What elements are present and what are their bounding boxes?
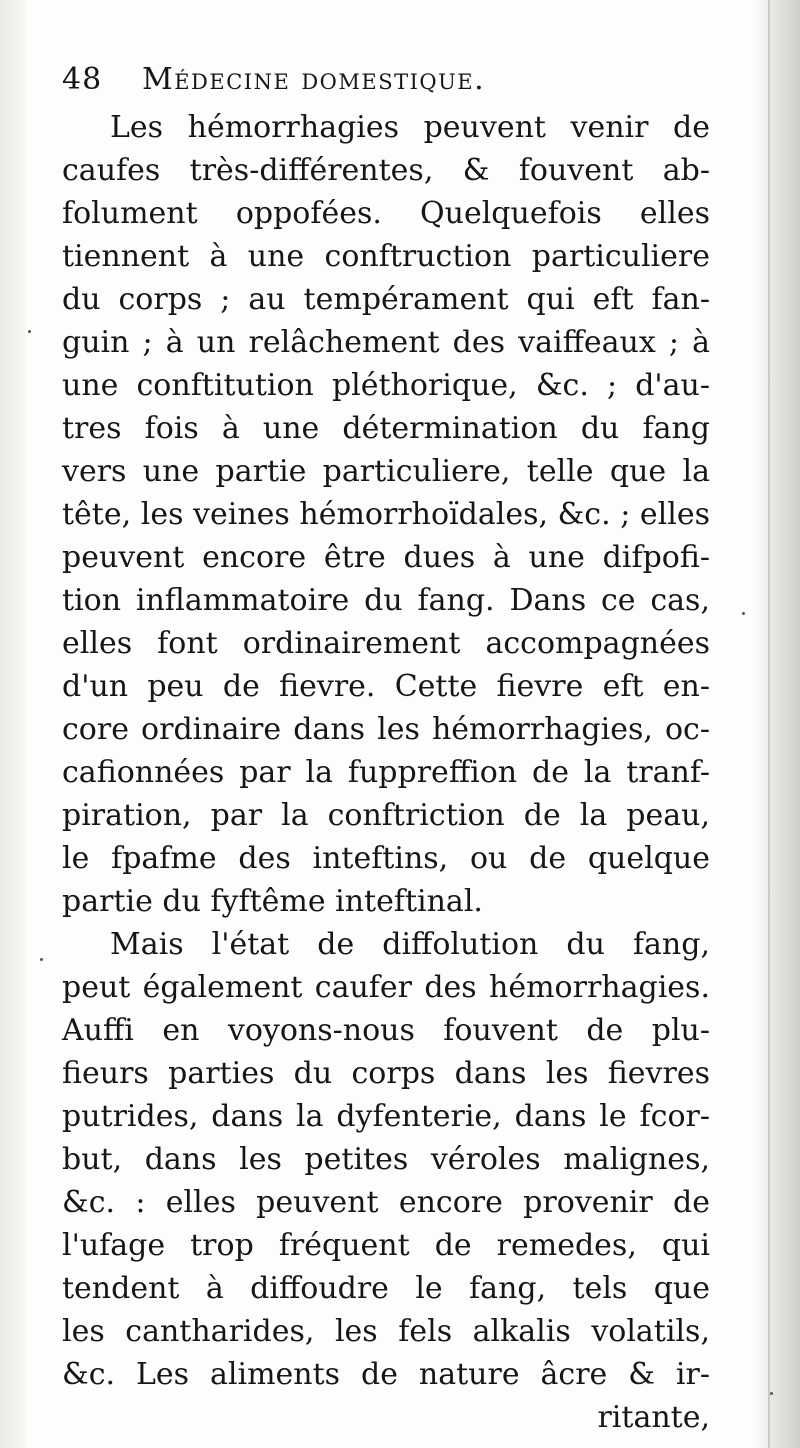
running-head bbox=[62, 62, 710, 106]
text-block bbox=[62, 62, 710, 1439]
text-line: piration, par la conftriction de la peau, bbox=[62, 798, 710, 833]
text-line: peut également caufer des hémorrhagies. bbox=[62, 970, 710, 1005]
gutter-line bbox=[768, 0, 770, 1448]
text-line: core ordinaire dans les hémorrhagies, oc- bbox=[62, 712, 710, 747]
text-line: Les hémorrhagies peuvent venir de bbox=[110, 110, 710, 145]
page-left-margin-shadow bbox=[0, 0, 26, 1448]
paper-speck bbox=[40, 958, 43, 961]
paragraph-2 bbox=[62, 923, 710, 1396]
running-title: Médecine domestique. bbox=[142, 62, 486, 97]
paper-speck bbox=[742, 612, 745, 615]
text-line: elles font ordinairement accompagnées bbox=[62, 626, 710, 661]
text-line: tres fois à une détermination du fang bbox=[62, 411, 710, 446]
page-gutter-shadow bbox=[756, 0, 800, 1448]
text-line: le fpafme des inteftins, ou de quelque bbox=[62, 841, 710, 876]
paper-speck bbox=[770, 1392, 773, 1395]
text-line: d'un peu de fievre. Cette fievre eft en- bbox=[62, 669, 710, 704]
text-line: putrides, dans la dyfenterie, dans le fcor- bbox=[62, 1099, 710, 1134]
paper-speck bbox=[28, 330, 31, 333]
text-line: Auffi en voyons-nous fouvent de plu- bbox=[62, 1013, 710, 1048]
text-line: tion inflammatoire du fang. Dans ce cas, bbox=[62, 583, 710, 618]
text-line: fieurs parties du corps dans les fievres bbox=[62, 1056, 710, 1091]
text-line: tiennent à une conftruction particuliere bbox=[62, 239, 710, 274]
text-line: folument oppofées. Quelquefois elles bbox=[62, 196, 710, 231]
text-line: but, dans les petites véroles malignes, bbox=[62, 1142, 710, 1177]
text-line: peuvent encore être dues à une difpofi- bbox=[62, 540, 710, 575]
text-line: cafionnées par la fuppreffion de la tranf- bbox=[62, 755, 710, 790]
text-line: tendent à diffoudre le fang, tels que bbox=[62, 1271, 710, 1306]
text-line: &c. Les aliments de nature âcre & ir- bbox=[62, 1357, 710, 1392]
catchword: ritante, bbox=[597, 1400, 710, 1435]
text-line: du corps ; au tempérament qui eft fan- bbox=[62, 282, 710, 317]
text-line: guin ; à un relâchement des vaiffeaux ; à bbox=[62, 325, 710, 360]
page-number: 48 bbox=[62, 62, 103, 97]
text-line: partie du fyftême inteftinal. bbox=[62, 884, 483, 919]
text-line: Mais l'état de diffolution du fang, bbox=[110, 927, 710, 962]
text-line: une conftitution pléthorique, &c. ; d'au- bbox=[62, 368, 710, 403]
text-line: vers une partie particuliere, telle que la bbox=[62, 454, 710, 489]
text-line: tête, les veines hémorrhoïdales, &c. ; elles bbox=[62, 497, 710, 532]
text-line: l'ufage trop fréquent de remedes, qui bbox=[62, 1228, 710, 1263]
paragraph-1 bbox=[62, 106, 710, 923]
text-line: les cantharides, les fels alkalis volatils, bbox=[62, 1314, 710, 1349]
text-line: &c. : elles peuvent encore provenir de bbox=[62, 1185, 710, 1220]
text-line: caufes très-différentes, & fouvent ab- bbox=[62, 153, 710, 188]
